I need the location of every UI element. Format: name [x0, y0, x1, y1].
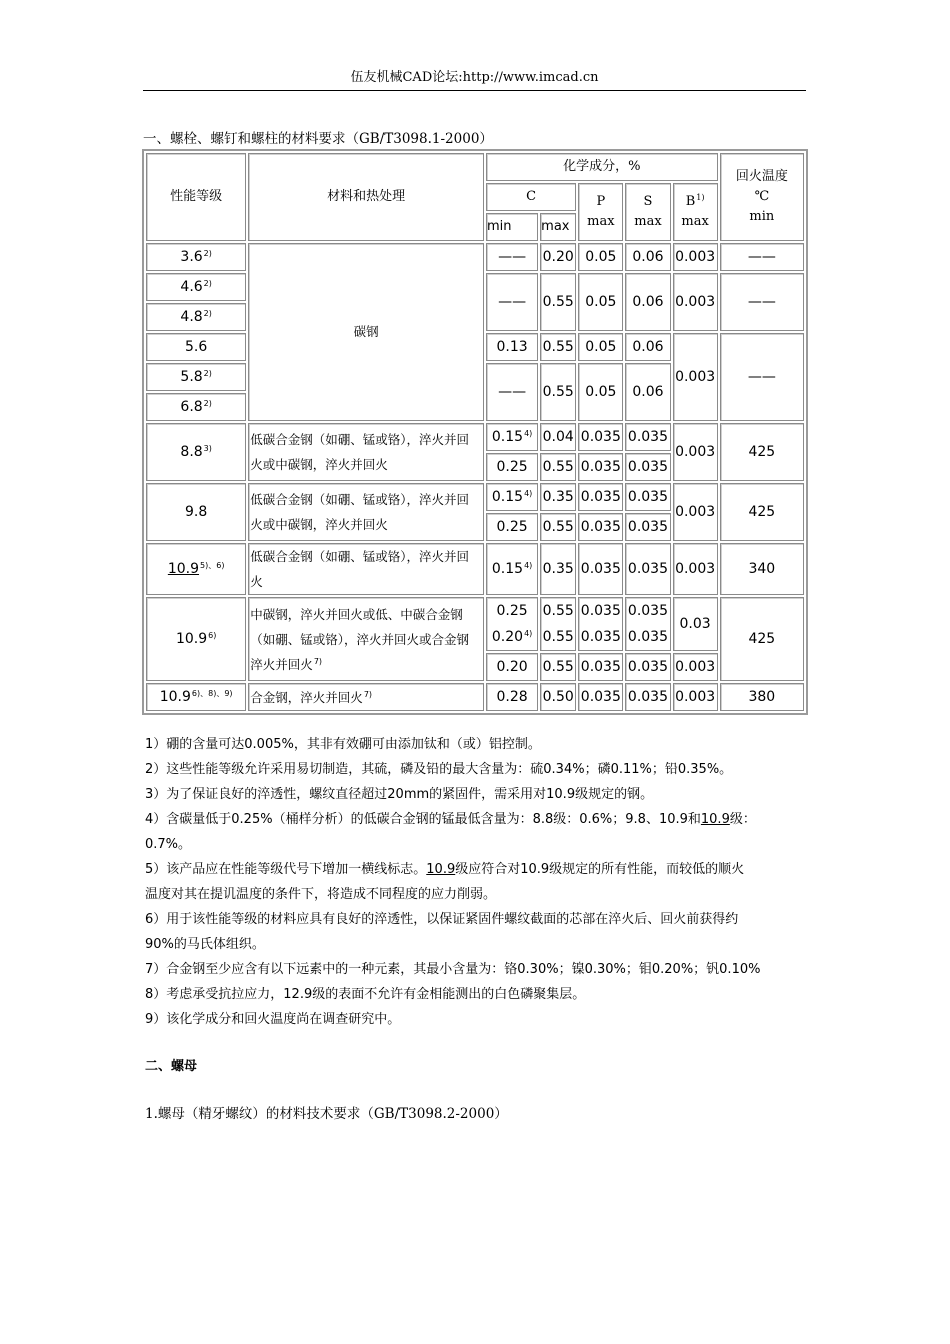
- header-c: C: [486, 183, 576, 211]
- s-cell: 0.06: [625, 243, 670, 271]
- material-alloy-steel: [248, 683, 484, 711]
- c-max-cell: 0.35: [540, 543, 576, 595]
- table-row: [146, 483, 804, 511]
- footnote-ref: 1): [696, 193, 705, 202]
- s-cell: 0.035: [625, 513, 670, 541]
- footnote-1: 1）硼的含量可达0.005%，其非有效硼可由添加钛和（或）铝控制。: [145, 737, 541, 752]
- footnote-6-cont: 90%的马氏体组织。: [145, 937, 265, 952]
- grade-cell: [146, 483, 246, 541]
- grade-cell: [146, 393, 246, 421]
- cell-value: 0.55: [542, 629, 574, 645]
- s-cell: [625, 597, 670, 651]
- temp-cell: 425: [720, 483, 804, 541]
- header-p: [578, 183, 623, 241]
- material-low-alloy: [248, 423, 484, 481]
- p-cell: 0.035: [578, 483, 623, 511]
- grade-value: 10.9: [167, 561, 200, 577]
- grade-value: 8.8: [180, 444, 203, 460]
- footnote-grade-link: 10.9: [426, 862, 456, 877]
- c-min-cell: 0.25: [486, 453, 538, 481]
- c-min-cell: [486, 543, 538, 595]
- material-line: 低碳合金钢（如硼、锰或铬），淬火并回: [250, 492, 470, 507]
- header-b: [673, 183, 718, 241]
- grade-cell: [146, 423, 246, 481]
- temp-cell: 425: [720, 597, 804, 681]
- footnote-text: 级：: [729, 812, 756, 827]
- grade-cell: [146, 303, 246, 331]
- cell-value: 0.25: [496, 603, 528, 619]
- cell-value: 0.15: [491, 561, 524, 577]
- footnote-ref: 7): [363, 689, 373, 699]
- grade-cell: [146, 543, 246, 595]
- page-header: 伍友机械CAD论坛:http://www.imcad.cn: [143, 66, 806, 91]
- footnote-ref: 4): [524, 629, 533, 638]
- footnote-7: 7）合金钢至少应含有以下远素中的一种元素，其最小含量为：铬0.30%；镍0.30%；钼0.20%；钒0.10%: [145, 962, 761, 977]
- b-cell: 0.003: [673, 683, 718, 711]
- b-cell: 0.03: [673, 597, 718, 651]
- p-cell: 0.035: [578, 683, 623, 711]
- header-s-label: S: [643, 194, 653, 209]
- footnote-text: 5）该产品应在性能等级代号下增加一横线标志。: [145, 862, 427, 877]
- footnote-ref: 6): [208, 631, 217, 640]
- material-line: 火或中碳钢，淬火并回火: [250, 457, 388, 472]
- material-low-alloy: [248, 543, 484, 595]
- section2-title: 二、螺母: [145, 1059, 198, 1074]
- grade-value: 3.6: [180, 249, 203, 265]
- footnote-ref: 3): [203, 444, 212, 453]
- header-temp-min: min: [749, 209, 775, 224]
- b-cell: 0.003: [673, 333, 718, 421]
- c-max-cell: 0.55: [540, 333, 576, 361]
- footnote-3: 3）为了保证良好的淬透性，螺纹直径超过20mm的紧固件，需采用对10.9级规定的钢。: [145, 787, 654, 802]
- s-cell: 0.035: [625, 453, 670, 481]
- footnote-grade-link: 10.9: [700, 812, 730, 827]
- material-line: 火或中碳钢，淬火并回火: [250, 517, 388, 532]
- b-cell: 0.003: [673, 543, 718, 595]
- footnote-5-cont: 温度对其在提讥温度的条件下，将造成不同程度的应力削弱。: [145, 887, 497, 902]
- b-cell: 0.003: [673, 483, 718, 541]
- header-c-min: min: [486, 213, 538, 241]
- footnote-ref: 4): [524, 561, 533, 570]
- material-line: 低碳合金钢（如硼、锰或铬），淬火并回: [250, 432, 470, 447]
- header-material: 材料和热处理: [248, 153, 484, 241]
- footnote-8: 8）考虑承受抗拉应力，12.9级的表面不允许有金相能测出的白色磷聚集层。: [145, 987, 586, 1002]
- cell-value: 0.035: [627, 603, 669, 619]
- footnote-ref: 6)、8)、9): [191, 689, 233, 698]
- c-min-cell: ——: [486, 363, 538, 421]
- c-max-cell: [540, 597, 576, 651]
- cell-value: 0.55: [542, 603, 574, 619]
- header-p-label: P: [596, 194, 606, 209]
- material-line: 淬火并回火: [250, 656, 313, 672]
- footnotes: [145, 732, 815, 1032]
- grade-value: 10.9: [159, 689, 191, 705]
- footnote-ref: 2): [203, 399, 212, 408]
- material-line: 火: [250, 574, 263, 589]
- footnote-text: 4）含碳量低于0.25%（桶样分析）的低碳合金钢的锰最低含量为：8.8级：0.6%；9.8、10.9和: [145, 812, 701, 827]
- header-temp: [720, 153, 804, 241]
- material-line: （如硼、锰或铬），淬火并回火或合金钢: [250, 631, 470, 647]
- footnote-2: 2）这些性能等级允许采用易切制造，其硫，磷及铅的最大含量为：硫0.34%；磷0.11%；铅0.35%。: [145, 762, 733, 777]
- footnote-5: [145, 857, 815, 882]
- header-grade: 性能等级: [146, 153, 246, 241]
- material-line: 中碳钢，淬火并回火或低、中碳合金钢: [250, 606, 463, 622]
- p-cell: 0.05: [578, 363, 623, 421]
- c-min-cell: 0.13: [486, 333, 538, 361]
- c-min-cell: 0.28: [486, 683, 538, 711]
- grade-value: 4.6: [180, 279, 203, 295]
- grade-cell: [146, 597, 246, 681]
- material-carbon-steel: 碳钢: [248, 243, 484, 421]
- footnote-ref: 4): [524, 489, 533, 498]
- footnote-ref: 4): [524, 429, 533, 438]
- header-s: [625, 183, 670, 241]
- material-table: [142, 149, 808, 715]
- table-row: [146, 597, 804, 651]
- header-temp-unit: ℃: [754, 189, 770, 204]
- footnote-4-cont: 0.7%。: [145, 837, 192, 852]
- p-cell: 0.05: [578, 273, 623, 331]
- section1-title: 一、螺栓、螺钉和螺柱的材料要求（GB/T3098.1-2000）: [143, 131, 493, 147]
- s-cell: 0.06: [625, 363, 670, 421]
- cell-value: 0.035: [627, 629, 669, 645]
- cell-value: 0.035: [580, 629, 621, 645]
- p-cell: 0.035: [578, 423, 623, 451]
- header-b-label: B: [685, 194, 696, 209]
- footnote-ref: 2): [203, 249, 212, 258]
- c-max-cell: 0.35: [540, 483, 576, 511]
- temp-cell: 340: [720, 543, 804, 595]
- footnote-ref: 2): [203, 309, 212, 318]
- c-min-cell: ——: [486, 243, 538, 271]
- header-c-max: max: [540, 213, 576, 241]
- header-s-max: max: [634, 214, 662, 229]
- c-max-cell: 0.55: [540, 273, 576, 331]
- footnote-9: 9）该化学成分和回火温度尚在调查研究中。: [145, 1012, 401, 1027]
- cell-value: 0.035: [580, 603, 621, 619]
- temp-cell: ——: [720, 333, 804, 421]
- temp-cell: 380: [720, 683, 804, 711]
- p-cell: 0.05: [578, 243, 623, 271]
- footnote-ref: 7): [313, 656, 323, 666]
- table-row: [146, 543, 804, 595]
- grade-value: 10.9: [175, 631, 208, 647]
- temp-cell: ——: [720, 273, 804, 331]
- material-line: 合金钢，淬火并回火: [250, 689, 363, 705]
- header-p-max: max: [587, 214, 615, 229]
- b-cell: 0.003: [673, 243, 718, 271]
- footnote-ref: 2): [203, 369, 212, 378]
- material-low-alloy: [248, 483, 484, 541]
- c-max-cell: 0.55: [540, 653, 576, 681]
- grade-cell: [146, 243, 246, 271]
- header-temp-label: 回火温度: [735, 169, 788, 184]
- c-max-cell: 0.20: [540, 243, 576, 271]
- temp-cell: 425: [720, 423, 804, 481]
- grade-cell: [146, 683, 246, 711]
- table-row: [146, 243, 804, 271]
- temp-cell: ——: [720, 243, 804, 271]
- footnote-4: [145, 807, 815, 832]
- c-min-cell: ——: [486, 273, 538, 331]
- p-cell: 0.035: [578, 653, 623, 681]
- table-row: [146, 683, 804, 711]
- table-row: [146, 423, 804, 451]
- c-min-cell: [486, 423, 538, 451]
- p-cell: 0.035: [578, 543, 623, 595]
- grade-cell: [146, 333, 246, 361]
- p-cell: [578, 597, 623, 651]
- grade-value: 5.6: [185, 339, 208, 355]
- c-min-cell: [486, 483, 538, 511]
- s-cell: 0.035: [625, 543, 670, 595]
- grade-value: 5.8: [180, 369, 203, 385]
- b-cell: 0.003: [673, 423, 718, 481]
- c-min-cell: [486, 597, 538, 651]
- footnote-ref: 5)、6): [200, 561, 225, 570]
- s-cell: 0.035: [625, 683, 670, 711]
- c-min-cell: 0.20: [486, 653, 538, 681]
- b-cell: 0.003: [673, 653, 718, 681]
- grade-value: 9.8: [185, 504, 208, 520]
- p-cell: 0.035: [578, 453, 623, 481]
- p-cell: 0.035: [578, 513, 623, 541]
- c-min-cell: 0.25: [486, 513, 538, 541]
- grade-cell: [146, 363, 246, 391]
- grade-value: 6.8: [180, 399, 203, 415]
- grade-value: 4.8: [180, 309, 203, 325]
- grade-cell: [146, 273, 246, 301]
- c-max-cell: 0.04: [540, 423, 576, 451]
- footnote-6: 6）用于该性能等级的材料应具有良好的淬透性，以保证紧固件螺纹截面的芯部在淬火后、回火前获得约: [145, 912, 739, 927]
- s-cell: 0.035: [625, 423, 670, 451]
- header-chem: 化学成分，%: [486, 153, 718, 181]
- s-cell: 0.06: [625, 333, 670, 361]
- cell-value: 0.20: [491, 629, 524, 645]
- footnote-text: 级应符合对10.9级规定的所有性能，而较低的顺火: [455, 862, 745, 877]
- material-line: 低碳合金钢（如硼、锰或铬），淬火并回: [250, 549, 470, 564]
- cell-value: 0.15: [491, 489, 524, 505]
- c-max-cell: 0.55: [540, 513, 576, 541]
- c-max-cell: 0.55: [540, 453, 576, 481]
- c-max-cell: 0.55: [540, 363, 576, 421]
- material-medium-carbon: [248, 597, 484, 681]
- header-b-max: max: [681, 214, 709, 229]
- cell-value: 0.15: [491, 429, 524, 445]
- p-cell: 0.05: [578, 333, 623, 361]
- s-cell: 0.035: [625, 483, 670, 511]
- footnote-ref: 2): [203, 279, 212, 288]
- subsection-title: 1.螺母（精牙螺纹）的材料技术要求（GB/T3098.2-2000）: [145, 1106, 508, 1122]
- c-max-cell: 0.50: [540, 683, 576, 711]
- s-cell: 0.035: [625, 653, 670, 681]
- b-cell: 0.003: [673, 273, 718, 331]
- s-cell: 0.06: [625, 273, 670, 331]
